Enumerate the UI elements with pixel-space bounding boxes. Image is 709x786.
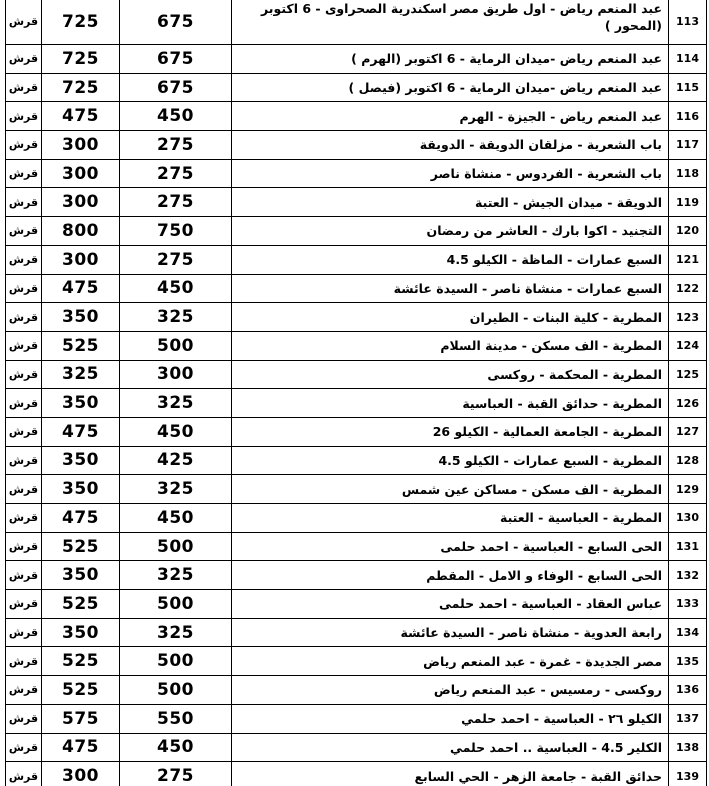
currency-unit-cell: قرش: [6, 417, 42, 446]
currency-unit-cell: قرش: [6, 245, 42, 274]
table-row: [6, 417, 707, 446]
table-row: [6, 245, 707, 274]
table-row: [6, 331, 707, 360]
line-number-cell: 124: [669, 331, 707, 360]
line-number-cell: 135: [669, 647, 707, 676]
new-fare-cell: 350: [42, 303, 120, 332]
currency-unit-cell: قرش: [6, 102, 42, 131]
line-number-cell: 126: [669, 389, 707, 418]
route-cell: المطرية - السبع عمارات - الكيلو 4.5: [232, 446, 669, 475]
currency-unit-cell: قرش: [6, 274, 42, 303]
currency-unit-cell: قرش: [6, 360, 42, 389]
old-fare-cell: 500: [120, 647, 232, 676]
line-number-cell: 130: [669, 504, 707, 533]
new-fare-cell: 300: [42, 131, 120, 160]
line-number-cell: 123: [669, 303, 707, 332]
old-fare-cell: 325: [120, 303, 232, 332]
old-fare-cell: 275: [120, 159, 232, 188]
fare-table-body: [6, 0, 707, 786]
line-number-cell: 128: [669, 446, 707, 475]
old-fare-cell: 450: [120, 102, 232, 131]
route-cell: باب الشعرية - مزلقان الدويقة - الدويقة: [232, 131, 669, 160]
table-row: [6, 762, 707, 786]
old-fare-cell: 500: [120, 331, 232, 360]
currency-unit-cell: قرش: [6, 733, 42, 762]
route-cell: روكسى - رمسيس - عبد المنعم رياض: [232, 676, 669, 705]
new-fare-cell: 525: [42, 331, 120, 360]
line-number-cell: 113: [669, 0, 707, 45]
route-cell: المطرية - الجامعة العمالية - الكيلو 26: [232, 417, 669, 446]
route-cell: باب الشعرية - الفردوس - منشاة ناصر: [232, 159, 669, 188]
route-cell: المطرية - حدائق القبة - العباسية: [232, 389, 669, 418]
old-fare-cell: 275: [120, 188, 232, 217]
route-cell: عباس العقاد - العباسية - احمد حلمى: [232, 590, 669, 619]
old-fare-cell: 275: [120, 245, 232, 274]
table-row: [6, 475, 707, 504]
currency-unit-cell: قرش: [6, 704, 42, 733]
currency-unit-cell: قرش: [6, 532, 42, 561]
table-row: [6, 504, 707, 533]
line-number-cell: 116: [669, 102, 707, 131]
table-row: [6, 446, 707, 475]
currency-unit-cell: قرش: [6, 0, 42, 45]
old-fare-cell: 450: [120, 274, 232, 303]
new-fare-cell: 725: [42, 45, 120, 74]
table-row: [6, 360, 707, 389]
new-fare-cell: 575: [42, 704, 120, 733]
new-fare-cell: 525: [42, 647, 120, 676]
line-number-cell: 114: [669, 45, 707, 74]
line-number-cell: 129: [669, 475, 707, 504]
old-fare-cell: 450: [120, 733, 232, 762]
old-fare-cell: 275: [120, 762, 232, 786]
route-cell: عبد المنعم رياض -ميدان الرماية - 6 اكتوبر (فيصل ): [232, 73, 669, 102]
table-row: [6, 102, 707, 131]
table-row: [6, 618, 707, 647]
new-fare-cell: 525: [42, 532, 120, 561]
table-row: [6, 73, 707, 102]
new-fare-cell: 350: [42, 618, 120, 647]
currency-unit-cell: قرش: [6, 217, 42, 246]
table-row: [6, 704, 707, 733]
currency-unit-cell: قرش: [6, 73, 42, 102]
route-cell: الكلير 4.5 - العباسية .. احمد حلمي: [232, 733, 669, 762]
new-fare-cell: 525: [42, 590, 120, 619]
old-fare-cell: 550: [120, 704, 232, 733]
line-number-cell: 133: [669, 590, 707, 619]
new-fare-cell: 475: [42, 417, 120, 446]
old-fare-cell: 325: [120, 618, 232, 647]
table-row: [6, 0, 707, 45]
line-number-cell: 127: [669, 417, 707, 446]
table-row: [6, 532, 707, 561]
old-fare-cell: 450: [120, 417, 232, 446]
currency-unit-cell: قرش: [6, 389, 42, 418]
table-row: [6, 561, 707, 590]
table-row: [6, 676, 707, 705]
new-fare-cell: 350: [42, 561, 120, 590]
currency-unit-cell: قرش: [6, 331, 42, 360]
line-number-cell: 136: [669, 676, 707, 705]
line-number-cell: 137: [669, 704, 707, 733]
new-fare-cell: 475: [42, 274, 120, 303]
route-cell: عبد المنعم رياض - الجيزة - الهرم: [232, 102, 669, 131]
line-number-cell: 132: [669, 561, 707, 590]
old-fare-cell: 325: [120, 561, 232, 590]
currency-unit-cell: قرش: [6, 590, 42, 619]
route-cell: المطرية - الف مسكن - مساكن عين شمس: [232, 475, 669, 504]
new-fare-cell: 350: [42, 475, 120, 504]
line-number-cell: 115: [669, 73, 707, 102]
line-number-cell: 120: [669, 217, 707, 246]
route-cell: المطرية - كلية البنات - الطيران: [232, 303, 669, 332]
table-row: [6, 45, 707, 74]
new-fare-cell: 300: [42, 245, 120, 274]
table-row: [6, 590, 707, 619]
new-fare-cell: 725: [42, 73, 120, 102]
new-fare-cell: 475: [42, 102, 120, 131]
currency-unit-cell: قرش: [6, 446, 42, 475]
line-number-cell: 118: [669, 159, 707, 188]
old-fare-cell: 325: [120, 389, 232, 418]
line-number-cell: 138: [669, 733, 707, 762]
currency-unit-cell: قرش: [6, 188, 42, 217]
route-cell: الحى السابع - الوفاء و الامل - المقطم: [232, 561, 669, 590]
old-fare-cell: 675: [120, 45, 232, 74]
old-fare-cell: 325: [120, 475, 232, 504]
currency-unit-cell: قرش: [6, 45, 42, 74]
line-number-cell: 122: [669, 274, 707, 303]
old-fare-cell: 500: [120, 532, 232, 561]
table-row: [6, 217, 707, 246]
old-fare-cell: 675: [120, 0, 232, 45]
new-fare-cell: 300: [42, 159, 120, 188]
currency-unit-cell: قرش: [6, 618, 42, 647]
route-cell: رابعة العدوية - منشاة ناصر - السيدة عائشة: [232, 618, 669, 647]
currency-unit-cell: قرش: [6, 647, 42, 676]
route-cell: عبد المنعم رياض -ميدان الرماية - 6 اكتوبر (الهرم ): [232, 45, 669, 74]
table-row: [6, 188, 707, 217]
currency-unit-cell: قرش: [6, 504, 42, 533]
route-cell: الدويقة - ميدان الجيش - العتبة: [232, 188, 669, 217]
line-number-cell: 117: [669, 131, 707, 160]
old-fare-cell: 675: [120, 73, 232, 102]
line-number-cell: 139: [669, 762, 707, 786]
table-row: [6, 131, 707, 160]
line-number-cell: 134: [669, 618, 707, 647]
old-fare-cell: 300: [120, 360, 232, 389]
new-fare-cell: 475: [42, 504, 120, 533]
line-number-cell: 121: [669, 245, 707, 274]
route-cell: مصر الجديدة - غمرة - عبد المنعم رياض: [232, 647, 669, 676]
currency-unit-cell: قرش: [6, 561, 42, 590]
route-cell: المطرية - الف مسكن - مدينة السلام: [232, 331, 669, 360]
route-cell: حدائق القبة - جامعة الزهر - الحي السابع: [232, 762, 669, 786]
line-number-cell: 131: [669, 532, 707, 561]
currency-unit-cell: قرش: [6, 303, 42, 332]
currency-unit-cell: قرش: [6, 475, 42, 504]
route-cell: الكيلو ٢٦ - العباسية - احمد حلمي: [232, 704, 669, 733]
line-number-cell: 125: [669, 360, 707, 389]
route-cell: السبع عمارات - الماظة - الكيلو 4.5: [232, 245, 669, 274]
line-number-cell: 119: [669, 188, 707, 217]
table-row: [6, 303, 707, 332]
route-cell: عبد المنعم رياض - اول طريق مصر اسكندرية الصحراوى - 6 اكتوبر (المحور ): [232, 0, 669, 45]
fare-table: [5, 0, 707, 786]
old-fare-cell: 425: [120, 446, 232, 475]
old-fare-cell: 450: [120, 504, 232, 533]
route-cell: الحى السابع - العباسية - احمد حلمى: [232, 532, 669, 561]
new-fare-cell: 350: [42, 446, 120, 475]
old-fare-cell: 275: [120, 131, 232, 160]
route-cell: المطرية - العباسية - العتبة: [232, 504, 669, 533]
new-fare-cell: 300: [42, 762, 120, 786]
old-fare-cell: 500: [120, 676, 232, 705]
new-fare-cell: 475: [42, 733, 120, 762]
table-row: [6, 647, 707, 676]
old-fare-cell: 750: [120, 217, 232, 246]
route-cell: التجنيد - اكوا بارك - العاشر من رمضان: [232, 217, 669, 246]
new-fare-cell: 325: [42, 360, 120, 389]
currency-unit-cell: قرش: [6, 676, 42, 705]
table-row: [6, 159, 707, 188]
currency-unit-cell: قرش: [6, 159, 42, 188]
table-row: [6, 389, 707, 418]
table-row: [6, 274, 707, 303]
route-cell: المطرية - المحكمة - روكسى: [232, 360, 669, 389]
new-fare-cell: 525: [42, 676, 120, 705]
new-fare-cell: 350: [42, 389, 120, 418]
new-fare-cell: 800: [42, 217, 120, 246]
new-fare-cell: 300: [42, 188, 120, 217]
table-row: [6, 733, 707, 762]
route-cell: السبع عمارات - منشاة ناصر - السيدة عائشة: [232, 274, 669, 303]
old-fare-cell: 500: [120, 590, 232, 619]
new-fare-cell: 725: [42, 0, 120, 45]
currency-unit-cell: قرش: [6, 131, 42, 160]
currency-unit-cell: قرش: [6, 762, 42, 786]
